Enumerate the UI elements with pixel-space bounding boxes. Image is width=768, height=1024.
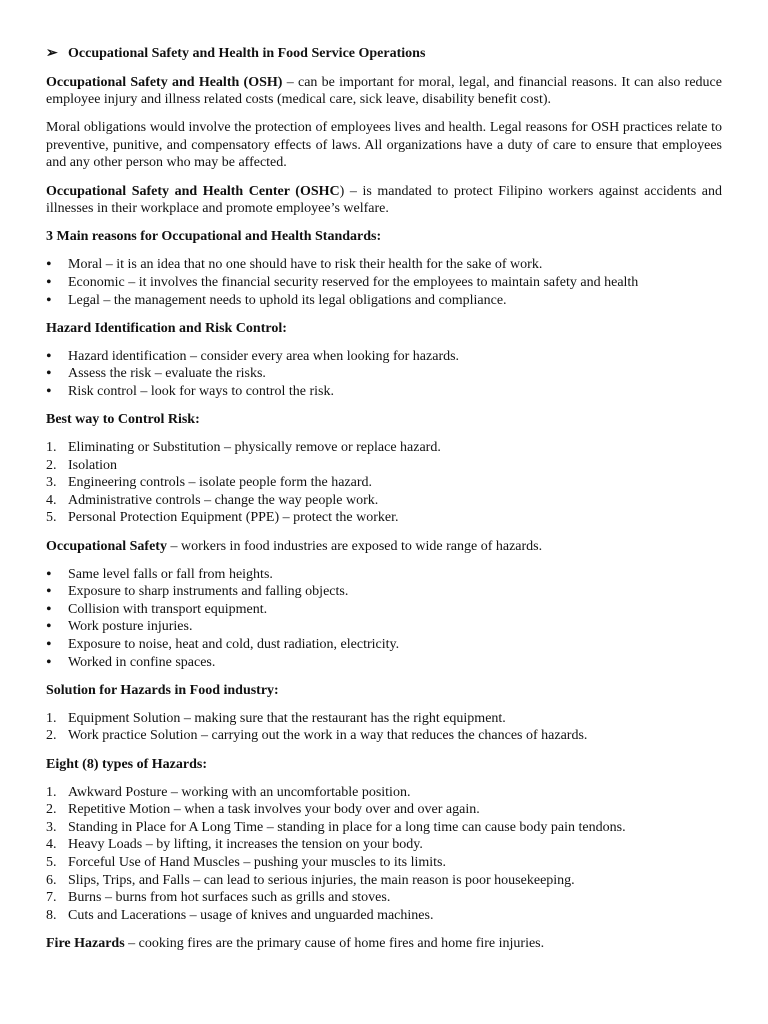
list-item xyxy=(46,365,722,383)
list-number: 1. xyxy=(46,784,57,800)
list-item-text: Equipment Solution – making sure that the restaurant has the right equipment. xyxy=(68,710,506,726)
list-item xyxy=(46,727,722,745)
bullet-icon: • xyxy=(46,365,52,383)
list-item-text: Personal Protection Equipment (PPE) – protect the worker. xyxy=(68,510,399,526)
list-number: 2. xyxy=(46,802,57,818)
list-item xyxy=(46,348,722,366)
list-number: 2. xyxy=(46,457,57,473)
solution-heading: Solution for Hazards in Food industry: xyxy=(46,682,279,698)
reasons-list xyxy=(46,256,722,309)
list-item-text: Work posture injuries. xyxy=(68,619,193,635)
list-number: 1. xyxy=(46,710,57,726)
oshc-term: Occupational Safety and Health Center (OSHC xyxy=(46,183,340,199)
hazard-types-list xyxy=(46,784,722,925)
control-risk-list xyxy=(46,439,722,527)
list-item-text: Awkward Posture – working with an uncomfortable position. xyxy=(68,784,411,800)
list-item-text: Economic – it involves the financial security reserved for the employees to maintain safety and health xyxy=(68,274,639,290)
list-item xyxy=(46,854,722,872)
fire-hazards-term: Fire Hazards xyxy=(46,935,125,951)
osh-definition: – can be important for moral, legal, and financial reasons. It can also reduce employee injury and illness related costs (medical care, sick leave, disability benefit cost). xyxy=(46,74,722,108)
list-item xyxy=(46,836,722,854)
list-item xyxy=(46,274,722,292)
osh-paragraph xyxy=(46,74,722,109)
list-item xyxy=(46,509,722,527)
moral-obligations-paragraph: Moral obligations would involve the protection of employees lives and health. Legal reasons for OSH practices relate to preventive, punitive, and compensatory effects of laws. All organizations have a duty of care to ensure that employees and any other person who may be affected. xyxy=(46,120,722,171)
list-number: 7. xyxy=(46,890,57,906)
fire-hazards-paragraph xyxy=(46,935,722,953)
list-item-text: Forceful Use of Hand Muscles – pushing your muscles to its limits. xyxy=(68,854,446,870)
list-item xyxy=(46,583,722,601)
occupational-safety-term: Occupational Safety xyxy=(46,538,167,554)
list-item xyxy=(46,654,722,672)
hazard-identification-heading: Hazard Identification and Risk Control: xyxy=(46,320,287,336)
list-item-text: Eliminating or Substitution – physically remove or replace hazard. xyxy=(68,440,441,456)
list-item-text: Engineering controls – isolate people form the hazard. xyxy=(68,475,373,491)
list-item-text: Burns – burns from hot surfaces such as grills and stoves. xyxy=(68,890,391,906)
list-number: 5. xyxy=(46,854,57,870)
list-item-text: Legal – the management needs to uphold its legal obligations and compliance. xyxy=(68,292,507,308)
list-item-text: Risk control – look for ways to control the risk. xyxy=(68,383,334,399)
bullet-icon: • xyxy=(46,583,52,601)
bullet-icon: • xyxy=(46,347,52,365)
list-item xyxy=(46,292,722,310)
bullet-icon: • xyxy=(46,291,52,309)
document-title-text: Occupational Safety and Health in Food Service Operations xyxy=(68,46,426,61)
list-item-text: Administrative controls – change the way people work. xyxy=(68,492,379,508)
list-number: 3. xyxy=(46,475,57,491)
reasons-heading: 3 Main reasons for Occupational and Health Standards: xyxy=(46,229,382,245)
list-item xyxy=(46,784,722,802)
list-item xyxy=(46,872,722,890)
list-item xyxy=(46,801,722,819)
list-number: 5. xyxy=(46,510,57,526)
list-item-text: Work practice Solution – carrying out the work in a way that reduces the chances of hazards. xyxy=(68,728,588,744)
list-item xyxy=(46,566,722,584)
list-item-text: Collision with transport equipment. xyxy=(68,601,268,617)
bullet-icon: • xyxy=(46,565,52,583)
control-risk-heading: Best way to Control Risk: xyxy=(46,412,200,427)
list-item xyxy=(46,710,722,728)
list-item xyxy=(46,383,722,401)
list-item-text: Slips, Trips, and Falls – can lead to serious injuries, the main reason is poor housekeeping. xyxy=(68,872,575,888)
bullet-icon: • xyxy=(46,636,52,654)
list-item xyxy=(46,601,722,619)
occupational-safety-paragraph xyxy=(46,538,722,556)
oshc-definition: ) – is mandated to protect Filipino workers against accidents and illnesses in their workplace and promote employee’s welfare. xyxy=(46,183,722,217)
list-item-text: Exposure to noise, heat and cold, dust radiation, electricity. xyxy=(68,637,400,653)
list-item-text: Exposure to sharp instruments and falling objects. xyxy=(68,584,349,600)
oshc-paragraph xyxy=(46,183,722,218)
list-item-text: Assess the risk – evaluate the risks. xyxy=(68,366,266,382)
osh-term: Occupational Safety and Health (OSH) xyxy=(46,74,283,90)
document-title xyxy=(46,45,722,63)
list-item-text: Moral – it is an idea that no one should have to risk their health for the sake of work. xyxy=(68,257,543,273)
list-item xyxy=(46,907,722,925)
bullet-icon: • xyxy=(46,273,52,291)
bullet-icon: • xyxy=(46,256,52,274)
list-item xyxy=(46,256,722,274)
fire-hazards-definition: – cooking fires are the primary cause of home fires and home fire injuries. xyxy=(124,935,545,951)
solution-list xyxy=(46,710,722,745)
list-item xyxy=(46,819,722,837)
list-item-text: Standing in Place for A Long Time – standing in place for a long time can cause body pain tendons. xyxy=(68,819,626,835)
hazard-identification-list xyxy=(46,348,722,401)
list-item-text: Same level falls or fall from heights. xyxy=(68,566,273,582)
list-number: 2. xyxy=(46,728,57,744)
occupational-safety-list xyxy=(46,566,722,672)
list-number: 1. xyxy=(46,440,57,456)
list-item-text: Cuts and Lacerations – usage of knives and unguarded machines. xyxy=(68,907,434,923)
list-item-text: Hazard identification – consider every area when looking for hazards. xyxy=(68,348,460,364)
hazard-types-heading: Eight (8) types of Hazards: xyxy=(46,756,207,772)
bullet-icon: • xyxy=(46,382,52,400)
list-item xyxy=(46,492,722,510)
list-item xyxy=(46,457,722,475)
arrow-bullet-icon: ➢ xyxy=(46,46,58,61)
bullet-icon: • xyxy=(46,600,52,618)
list-item xyxy=(46,618,722,636)
bullet-icon: • xyxy=(46,653,52,671)
list-number: 4. xyxy=(46,837,57,853)
list-number: 6. xyxy=(46,872,57,888)
list-item xyxy=(46,474,722,492)
list-item xyxy=(46,439,722,457)
list-number: 8. xyxy=(46,907,57,923)
list-item-text: Worked in confine spaces. xyxy=(68,654,216,670)
list-item xyxy=(46,636,722,654)
bullet-icon: • xyxy=(46,618,52,636)
list-item-text: Isolation xyxy=(68,457,117,473)
list-item-text: Heavy Loads – by lifting, it increases the tension on your body. xyxy=(68,837,423,853)
occupational-safety-definition: – workers in food industries are exposed to wide range of hazards. xyxy=(166,538,543,554)
list-number: 4. xyxy=(46,492,57,508)
list-item xyxy=(46,889,722,907)
list-item-text: Repetitive Motion – when a task involves your body over and over again. xyxy=(68,802,480,818)
list-number: 3. xyxy=(46,819,57,835)
